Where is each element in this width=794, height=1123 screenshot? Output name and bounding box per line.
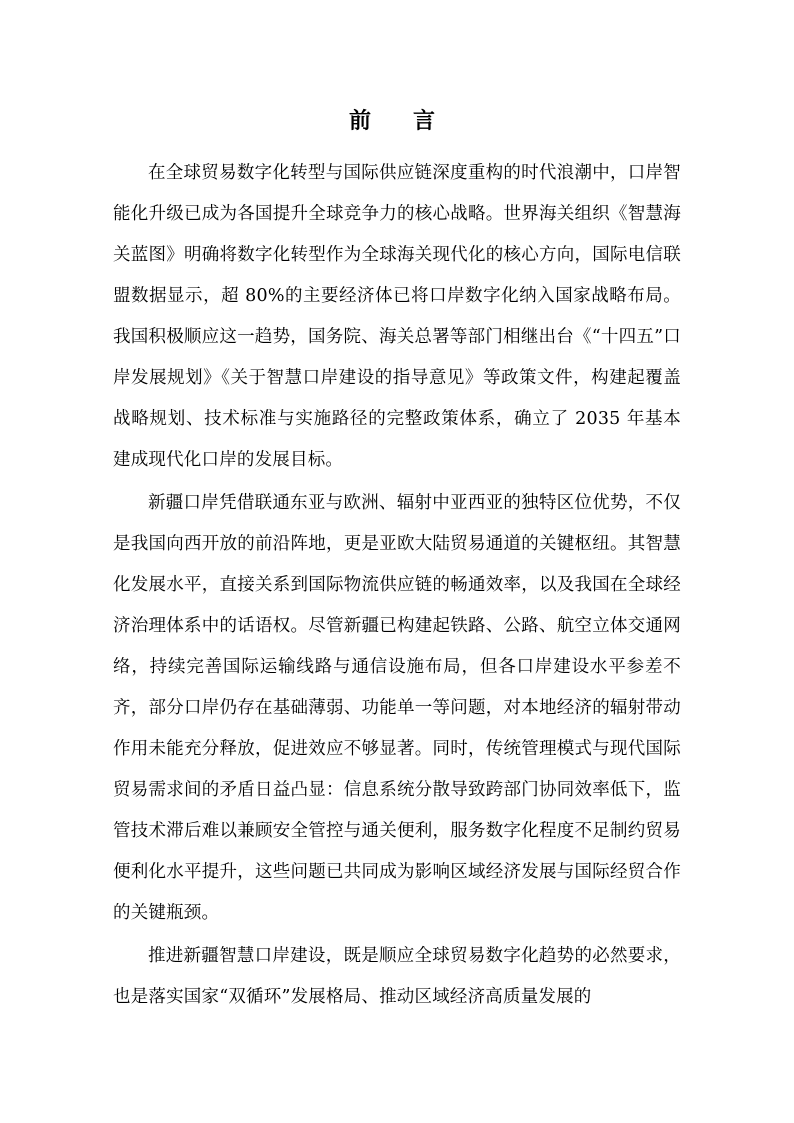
document-body — [113, 153, 681, 1018]
page-title: 前 言 — [348, 108, 445, 134]
paragraph: 推进新疆智慧口岸建设，既是顺应全球贸易数字化趋势的必然要求，也是落实国家“双循环”发展格局、推动区域经济高质量发展的 — [113, 946, 681, 1007]
paragraph: 在全球贸易数字化转型与国际供应链深度重构的时代浪潮中，口岸智能化升级已成为各国提升全球竞争力的核心战略。世界海关组织《智慧海关蓝图》明确将数字化转型作为全球海关现代化的核心方向，国际电信联盟数据显示，超 80%的主要经济体已将口岸数字化纳入国家战略布局。我国积极顺应这一趋势，国务院、海关总署等部门相继出台《“十四五”口岸发展规划》《关于智慧口岸建设的指导意见》等政策文件，构建起覆盖战略规划、技术标准与实施路径的完整政策体系，确立了 2035 年基本建成现代化口岸的发展目标。 — [113, 163, 681, 470]
paragraph: 新疆口岸凭借联通东亚与欧洲、辐射中亚西亚的独特区位优势，不仅是我国向西开放的前沿阵地，更是亚欧大陆贸易通道的关键枢纽。其智慧化发展水平，直接关系到国际物流供应链的畅通效率，以及我国在全球经济治理体系中的话语权。尽管新疆已构建起铁路、公路、航空立体交通网络，持续完善国际运输线路与通信设施布局，但各口岸建设水平参差不齐，部分口岸仍存在基础薄弱、功能单一等问题，对本地经济的辐射带动作用未能充分释放，促进效应不够显著。同时，传统管理模式与现代国际贸易需求间的矛盾日益凸显：信息系统分散导致跨部门协同效率低下，监管技术滞后难以兼顾安全管控与通关便利，服务数字化程度不足制约贸易便利化水平提升，这些问题已共同成为影响区域经济发展与国际经贸合作的关键瓶颈。 — [113, 493, 681, 923]
